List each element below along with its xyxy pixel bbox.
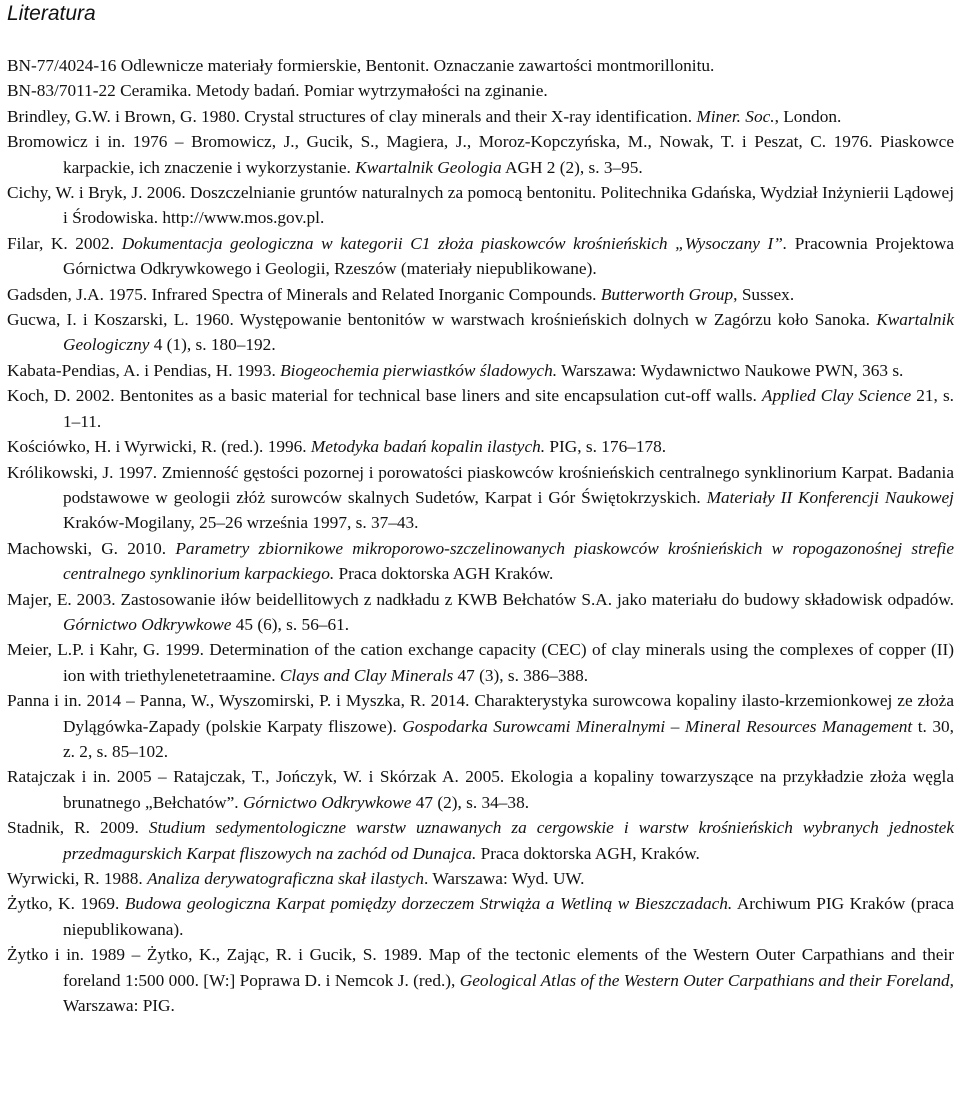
reference-text: 47 (3), s. 386–388.: [453, 665, 589, 685]
reference-italic-text: Studium sedymentologiczne warstw uznawanych za cergowskie i warstw krośnieńskich wybranych jednostek przedmagurskich Karpat fliszowych na zachód od Dunajca.: [63, 818, 954, 863]
reference-italic-text: Górnictwo Odkrywkowe: [242, 792, 412, 812]
reference-entry: [7, 637, 954, 688]
reference-italic-text: Butterworth Group: [600, 284, 734, 304]
reference-list: [7, 53, 954, 1018]
reference-text: Machowski, G. 2010.: [7, 538, 176, 558]
reference-entry: [7, 282, 954, 307]
reference-entry: [7, 434, 954, 459]
reference-italic-text: Górnictwo Odkrywkowe: [63, 614, 232, 634]
reference-text: 4 (1), s. 180–192.: [149, 335, 276, 355]
reference-text: AGH 2 (2), s. 3–95.: [501, 157, 643, 177]
reference-entry: [7, 460, 954, 536]
reference-text: Majer, E. 2003. Zastosowanie iłów beidellitowych z nadkładu z KWB Bełchatów S.A. jako materiału do budowy składowisk odpadów.: [7, 589, 954, 609]
reference-text: Praca doktorska AGH, Kraków.: [476, 843, 700, 863]
reference-entry: [7, 307, 954, 358]
reference-italic-text: Analiza derywatograficzna skał ilastych: [147, 869, 425, 888]
section-heading: Literatura: [7, 2, 96, 25]
reference-entry: [7, 942, 954, 1018]
reference-text: Żytko, K. 1969.: [7, 894, 125, 914]
reference-entry: [7, 536, 954, 587]
reference-text: Kabata-Pendias, A. i Pendias, H. 1993.: [7, 360, 281, 380]
reference-text: Bromowicz i in. 1976 – Bromowicz, J., Gucik, S., Magiera, J., Moroz-Kopczyńska, M., Nowak, T. i Peszat, C. 1976. Piaskowce karpackie, ich znaczenie i wykorzystanie.: [7, 132, 954, 177]
reference-italic-text: Budowa geologiczna Karpat pomiędzy dorzeczem Strwiąża a Wetliną w Bieszczadach.: [124, 894, 733, 914]
reference-text: Kraków-Mogilany, 25–26 września 1997, s. 37–43.: [63, 513, 419, 533]
reference-italic-text: Biogeochemia pierwiastków śladowych.: [280, 360, 558, 380]
reference-entry: [7, 180, 954, 231]
reference-entry: [7, 891, 954, 942]
reference-text: , London.: [774, 106, 842, 126]
reference-text: Żytko i in. 1989 – Żytko, K., Zając, R. i Gucik, S. 1989. Map of the tectonic elements of the Western Outer Carpathians and their foreland 1:500 000. [W:] Poprawa D. i Nemcok J. (red.),: [7, 945, 954, 990]
reference-text: t. 30, z. 2, s. 85–102.: [63, 716, 954, 761]
reference-text: Warszawa: Wydawnictwo Naukowe PWN, 363 s.: [557, 360, 904, 380]
reference-text: Meier, L.P. i Kahr, G. 1999. Determination of the cation exchange capacity (CEC) of clay minerals using the complexes of copper (II) ion with triethylenetetraamine.: [7, 640, 954, 685]
reference-italic-text: Dokumentacja geologiczna w kategorii C1 złoża piaskowców krośnieńskich „Wysoczany I”.: [121, 233, 788, 253]
reference-italic-text: Materiały II Konferencji Naukowej: [706, 487, 954, 507]
reference-text: Stadnik, R. 2009.: [7, 818, 149, 838]
reference-text: Gadsden, J.A. 1975. Infrared Spectra of Minerals and Related Inorganic Compounds.: [7, 284, 601, 304]
reference-italic-text: Clays and Clay Minerals: [279, 665, 454, 685]
reference-text: BN-83/7011-22 Ceramika. Metody badań. Pomiar wytrzymałości na zginanie.: [7, 81, 548, 101]
reference-entry: [7, 587, 954, 638]
reference-text: Brindley, G.W. i Brown, G. 1980. Crystal structures of clay minerals and their X-ray identification.: [7, 106, 697, 126]
reference-entry: [7, 815, 954, 866]
reference-text: Praca doktorska AGH Kraków.: [334, 564, 554, 584]
reference-entry: [7, 53, 954, 78]
reference-text: Koch, D. 2002. Bentonites as a basic material for technical base liners and site encapsulation cut-off walls.: [7, 386, 762, 406]
reference-text: 45 (6), s. 56–61.: [231, 614, 350, 634]
reference-entry: [7, 104, 954, 129]
reference-italic-text: Geological Atlas of the Western Outer Carpathians and their Foreland: [459, 970, 950, 990]
reference-text: Archiwum PIG Kraków (praca niepublikowana).: [63, 894, 954, 939]
reference-entry: [7, 358, 954, 383]
reference-italic-text: Gospodarka Surowcami Mineralnymi – Mineral Resources Management: [402, 716, 913, 736]
reference-italic-text: Miner. Soc.: [696, 106, 775, 126]
reference-text: , Warszawa: PIG.: [63, 970, 954, 1016]
reference-italic-text: Metodyka badań kopalin ilastych.: [310, 437, 546, 457]
reference-entry: [7, 764, 954, 815]
reference-text: Pracownia Projektowa Górnictwa Odkrywkowego i Geologii, Rzeszów (materiały niepublikowane).: [63, 233, 954, 279]
reference-entry: [7, 866, 954, 891]
reference-text: Cichy, W. i Bryk, J. 2006. Doszczelnianie gruntów naturalnych za pomocą bentonitu. Politechnika Gdańska, Wydział Inżynierii Lądowej i Środowiska. http://www.mos.gov.pl.: [7, 183, 954, 228]
reference-text: Królikowski, J. 1997. Zmienność gęstości pozornej i porowatości piaskowców krośnieńskich centralnego synklinorium Karpat. Badania podstawowe w geologii złóż surowców skalnych Sudetów, Karpat i Gór Świętokrzyskich.: [7, 462, 954, 507]
reference-text: 21, s. 1–11.: [63, 386, 954, 431]
reference-text: Filar, K. 2002.: [7, 233, 122, 253]
reference-italic-text: Kwartalnik Geologiczny: [63, 310, 954, 355]
reference-text: BN-77/4024-16 Odlewnicze materiały formierskie, Bentonit. Oznaczanie zawartości montmorillonitu.: [7, 56, 715, 75]
reference-entry: [7, 383, 954, 434]
reference-text: 47 (2), s. 34–38.: [411, 792, 530, 812]
reference-text: Ratajczak i in. 2005 – Ratajczak, T., Jończyk, W. i Skórzak A. 2005. Ekologia a kopaliny towarzyszące na przykładzie złoża węgla brunatnego „Bełchatów”.: [7, 767, 954, 812]
reference-entry: [7, 129, 954, 180]
reference-italic-text: Applied Clay Science: [761, 386, 912, 406]
reference-text: Gucwa, I. i Koszarski, L. 1960. Występowanie bentonitów w warstwach krośnieńskich dolnych w Zagórzu koło Sanoka.: [7, 310, 877, 330]
reference-italic-text: Kwartalnik Geologia: [355, 157, 502, 177]
reference-text: . Warszawa: Wyd. UW.: [424, 869, 585, 888]
reference-text: , Sussex.: [733, 284, 795, 304]
reference-italic-text: Parametry zbiornikowe mikroporowo-szczelinowanych piaskowców krośnieńskich w ropogazonośnej strefie centralnego synklinorium karpackiego.: [63, 538, 954, 584]
reference-text: Kościówko, H. i Wyrwicki, R. (red.). 1996.: [7, 437, 311, 457]
reference-entry: [7, 688, 954, 764]
reference-entry: [7, 231, 954, 282]
reference-text: Wyrwicki, R. 1988.: [7, 869, 148, 888]
reference-entry: [7, 78, 954, 103]
reference-text: PIG, s. 176–178.: [545, 437, 667, 457]
reference-text: Panna i in. 2014 – Panna, W., Wyszomirski, P. i Myszka, R. 2014. Charakterystyka surowcowa kopaliny ilasto-krzemionkowej ze złoża Dylągówka-Zapady (polskie Karpaty fliszowe).: [7, 691, 954, 736]
